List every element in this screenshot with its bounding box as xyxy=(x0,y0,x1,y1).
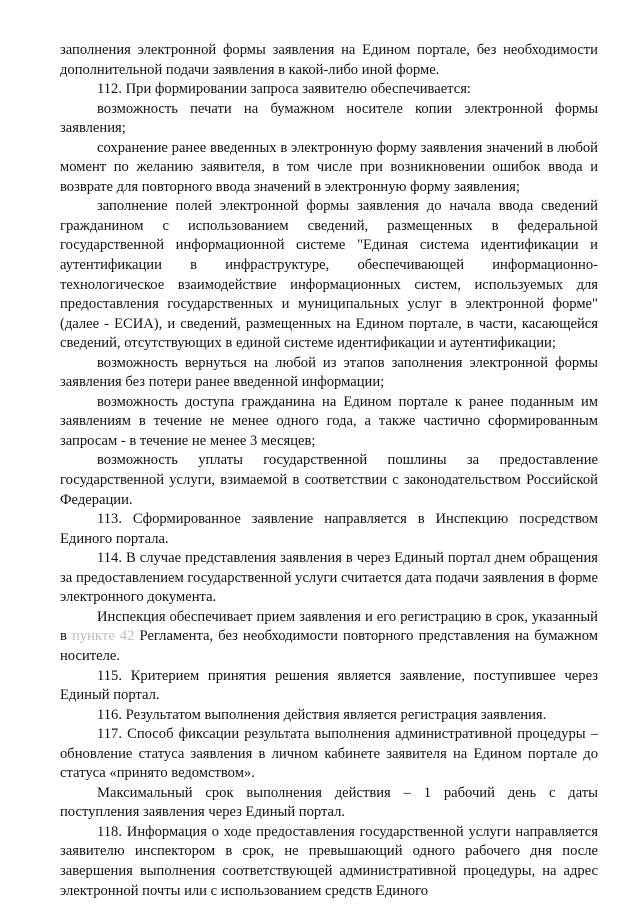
paragraph-save-values: сохранение ранее введенных в электронную форму заявления значений в любой момент по желанию заявителя, в том числе при возникновении ошибок ввода и возврате для повторного ввода значений в электронную форму заявления; xyxy=(60,139,598,195)
paragraph-continuation: заполнения электронной формы заявления на Едином портале, без необходимости дополнительной подачи заявления в какой-либо иной форме. xyxy=(60,42,598,78)
paragraph-115: 115. Критерием принятия решения является заявление, поступившее через Единый портал. xyxy=(60,667,598,704)
paragraph-return-step: возможность вернуться на любой из этапов заполнения электронной формы заявления без потери ранее введенной информации; xyxy=(60,354,598,391)
paragraph-112: 112. При формировании запроса заявителю обеспечивается: xyxy=(97,81,471,98)
paragraph-access-history: возможность доступа гражданина на Едином портале к ранее поданным им заявлениям в течение не менее одного года, а также частично сформированным запросам - в течение не менее 3 месяцев; xyxy=(60,393,598,449)
paragraph-pay-fee: возможность уплаты государственной пошлины за предоставление государственной услуги, взимаемой в соответствии с законодательством Российской Федерации. xyxy=(60,452,598,508)
inspection-text-before: Инспекция обеспечивает прием заявления и его регистрацию в срок, указанный в xyxy=(60,608,598,645)
inspection-text-after: Регламента, без необходимости повторного представления на бумажном носителе. xyxy=(60,628,598,664)
paragraph-inspection xyxy=(60,608,598,667)
paragraph-max-term: Максимальный срок выполнения действия – 1 рабочий день с даты поступления заявления через Единый портал. xyxy=(60,784,598,821)
paragraph-114: 114. В случае представления заявления в через Единый портал днем обращения за предоставлением государственной услуги считается дата подачи заявления в форме электронного документа. xyxy=(60,550,598,606)
paragraph-116: 116. Результатом выполнения действия является регистрация заявления. xyxy=(97,706,547,723)
faded-reference: пункте 42 xyxy=(72,628,135,645)
paragraph-fill-esia: заполнение полей электронной формы заявления до начала ввода сведений гражданином с использованием сведений, размещенных в федеральной государственной информационной системе "Единая система идентификации и аутентификации в инфраструктуре, обеспечивающей информационно-технологическое взаимодействие информационных систем, используемых для предоставления государственных и муниципальных услуг в электронной форме" (далее - ЕСИА), и сведений, размещенных на Едином портале, в части, касающейся сведений, отсутствующих в единой системе идентификации и аутентификации; xyxy=(60,198,598,352)
document-page xyxy=(60,41,598,901)
paragraph-print-copy: возможность печати на бумажном носителе копии электронной формы заявления; xyxy=(60,100,598,137)
paragraph-118: 118. Информация о ходе предоставления государственной услуги направляется заявителю инспектором в срок, не превышающий одного рабочего дня после завершения выполнения соответствующей административной процедуры, на адрес электронной почты или с использованием средств Единого xyxy=(60,823,598,899)
paragraph-113: 113. Сформированное заявление направляется в Инспекцию посредством Единого портала. xyxy=(60,511,598,547)
paragraph-117: 117. Способ фиксации результата выполнения административной процедуры – обновление статуса заявления в личном кабинете заявителя на Едином портале до статуса «принято ведомством». xyxy=(60,726,598,782)
